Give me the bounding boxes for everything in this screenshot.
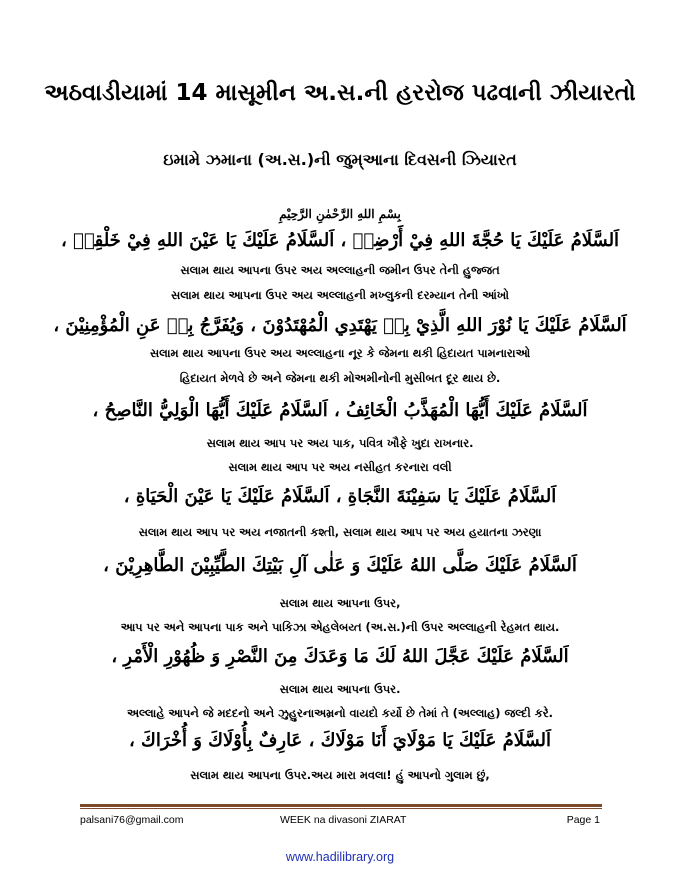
arabic-verse-4: اَلسَّلَامُ عَلَيْكَ يَا سَفِيْنَةَ النَّجَاةِ ، اَلسَّلَامُ عَلَيْكَ يَا عَيْنَ الْحَيَاةِ ، [123,486,557,507]
arabic-verse-7: اَلسَّلَامُ عَلَيْكَ يَا مَوْلَايَ أَنَا مَوْلَاكَ ، عَارِفٌ بِأُوْلَاكَ وَ أُخْرَاكَ ، [128,730,552,751]
translation-line: સલામ થાય આપના ઉપર, [279,596,401,610]
translation-line: સલામ થાય આપના ઉપર. [279,682,401,696]
arabic-verse-2: اَلسَّلَامُ عَلَيْكَ يَا نُوْرَ اللهِ الَّذِيْ بِهٖ يَهْتَدِي الْمُهْتَدُوْنَ ، وَيُفَرَّجُ بِهٖ عَنِ الْمُؤْمِنِيْنَ ، [53,315,627,336]
translation-line: સલામ થાય આપના ઉપર અય અલ્લાહની જમીન ઉપર તેની હુજ્જત [180,263,500,277]
arabic-verse-5: اَلسَّلَامُ عَلَيْكَ صَلَّى اللهُ عَلَيْكَ وَ عَلٰى آلِ بَيْتِكَ الطَّيِّبِيْنَ الطَّاهِرِيْنَ ، [103,555,577,576]
basmala: بِسْمِ اللهِ الرَّحْمٰنِ الرَّحِيْمِ [279,207,401,221]
translation-line: સલામ થાય આપના ઉપર અય અલ્લાહની મખ્લુકની દરમ્યાન તેની આંખો [171,288,509,302]
footer-rule-thin [80,808,602,809]
page-title: અઠવાડીયામાં 14 માસૂમીન અ.સ.ની હરરોજ પઢવાની ઝીયારતો [44,80,636,106]
footer-center-text: WEEK na divasoni ZIARAT [280,814,407,826]
translation-line: આપ પર અને આપના પાક અને પાકિઝા એહલેબય્ત (અ.સ.)ની ઉપર અલ્લાહની રેહમત થાય. [120,620,560,634]
translation-line: સલામ થાય આપ પર અય નસીહત કરનારા વલી [228,460,452,474]
translation-line: સલામ થાય આપના ઉપર.અય મારા મવલા! હું આપનો ગુલામ છું, [190,768,490,782]
translation-line: સલામ થાય આપ પર અય નજાતની કશ્તી, સલામ થાય આપ પર અય હયાતના ઝરણા [138,525,542,539]
translation-line: સલામ થાય આપના ઉપર અય અલ્લાહના નૂર કે જેમના થકી હિદાયત પામનારાઓ [149,346,531,360]
arabic-verse-3: اَلسَّلَامُ عَلَيْكَ أَيُّهَا الْمُهَذَّبُ الْخَائِفُ ، اَلسَّلَامُ عَلَيْكَ أَيُّهَا الْوَلِيُّ النَّاصِحُ ، [92,400,588,421]
arabic-verse-6: اَلسَّلَامُ عَلَيْكَ عَجَّلَ اللهُ لَكَ مَا وَعَدَكَ مِنَ النَّصْرِ وَ ظُهُوْرِ الْأَمْرِ ، [111,646,569,667]
footer-email: palsani76@gmail.com [80,814,184,826]
footer-rule [80,804,602,807]
website-link[interactable]: www.hadilibrary.org [285,850,395,864]
translation-line: સલામ થાય આપ પર અય પાક, પવિત્ર ખૌફે ખુદા રાખનાર. [206,436,474,450]
translation-line: હિદાયત મેળવે છે અને જેમના થકી મોઅમીનોની મુસીબત દૂર થાય છે. [179,371,501,385]
translation-line: અલ્લાહે આપને જે મદદનો અને ઝુહુરનાઅમ્રનો વાયદો કર્યો છે તેમાં તે (અલ્લાહ) જલ્દી કરે. [127,706,553,720]
arabic-verse-1: اَلسَّلَامُ عَلَيْكَ يَا حُجَّةَ اللهِ فِيْ أَرْضِهٖ ، اَلسَّلَامُ عَلَيْكَ يَا عَيْنَ اللهِ فِيْ خَلْقِهٖ ، [60,230,620,251]
footer-page-number: Page 1 [566,814,600,826]
page-subtitle: ઇમામે ઝમાના (અ.સ.)ની જુમ્આના દિવસની ઝિયારત [163,150,517,169]
